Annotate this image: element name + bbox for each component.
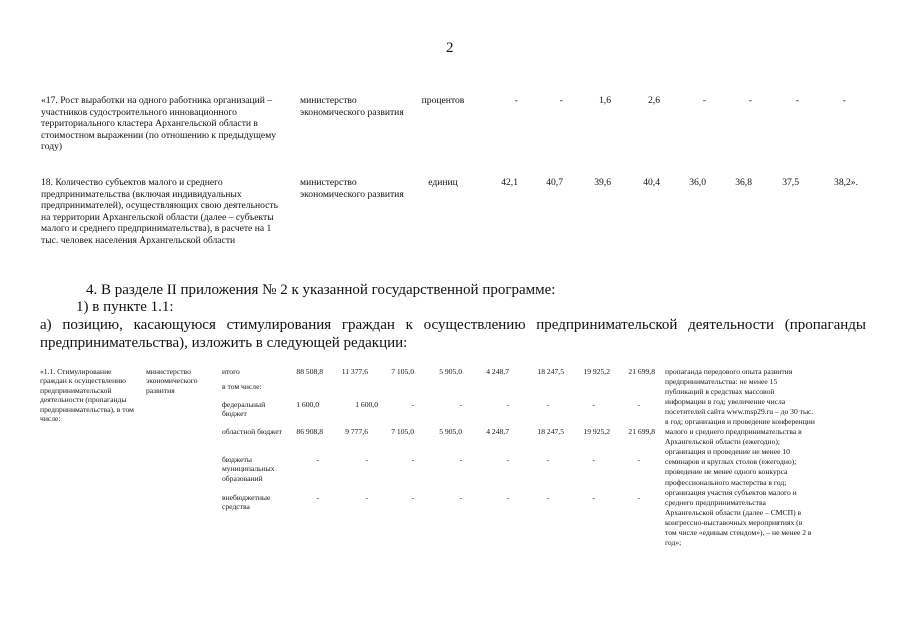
page-number: 2 (446, 40, 454, 56)
value-cell: - (316, 493, 319, 502)
value-cell: 36,8 (735, 177, 752, 188)
value-cell: 9 777,6 (345, 427, 368, 436)
source-label: внебюджетные средства (222, 493, 271, 512)
position-name: «1.1. Стимулирование граждан к осуществлению предпринимательской деятельности (пропаганды предпринимательства), в том числе: (40, 367, 134, 424)
value-cell: - (748, 95, 752, 106)
source-label: областной бюджет (222, 427, 282, 436)
value-cell: - (702, 95, 706, 106)
paragraph-subpoint-a-cont: предпринимательства), изложить в следующей редакции: (40, 335, 408, 351)
value-cell: - (546, 455, 549, 464)
unit-of-measure: процентов (421, 95, 465, 106)
value-cell: - (365, 455, 368, 464)
value-cell: 40,4 (643, 177, 660, 188)
value-cell: - (411, 455, 414, 464)
value-cell: 19 925,2 (583, 367, 610, 376)
value-cell: - (546, 493, 549, 502)
value-cell: 21 699,8 (628, 427, 655, 436)
value-cell: 1,6 (599, 95, 611, 106)
value-cell: - (592, 400, 595, 409)
responsible-executor: министерство экономического развития (300, 177, 404, 200)
value-cell: - (506, 455, 509, 464)
paragraph-section-4: 4. В разделе II приложения № 2 к указанной государственной программе: (86, 282, 556, 298)
responsible-executor: министерство экономического развития (300, 95, 404, 118)
value-cell: 1 600,0 (296, 400, 319, 409)
value-cell: 88 508,8 (296, 367, 323, 376)
value-cell: - (795, 95, 799, 106)
value-cell: - (411, 493, 414, 502)
value-cell: 18 247,5 (537, 427, 564, 436)
value-cell: - (365, 493, 368, 502)
value-cell: - (411, 400, 414, 409)
value-cell: 18 247,5 (537, 367, 564, 376)
value-cell: - (559, 95, 563, 106)
value-cell: 11 377,6 (341, 367, 368, 376)
source-label: итого (222, 367, 240, 376)
value-cell: - (506, 493, 509, 502)
value-cell: 5 905,0 (439, 427, 462, 436)
value-cell: - (514, 95, 518, 106)
source-label: в том числе: (222, 382, 262, 391)
value-cell: - (546, 400, 549, 409)
indicator-name: «17. Рост выработки на одного работника организаций – участников судостроительного инновационного территориального кластера Архангельской области в стоимостном выражении (по отношению к предыдущему году) (41, 95, 277, 153)
value-cell: - (316, 455, 319, 464)
value-cell: - (637, 455, 640, 464)
value-cell: 40,7 (546, 177, 563, 188)
value-cell: 39,6 (594, 177, 611, 188)
value-cell: 42,1 (501, 177, 518, 188)
expected-results: пропаганда передового опыта развития предпринимательства: не менее 15 публикаций в средствах массовой информации в год; увеличение числа посетителей сайта www.msp29.ru – до 30 тыс. в год; организация и проведение конференции малого и среднего предпринимательства в Архангельской области (ежегодно); организация и проведение не менее 10 семинаров и круглых столов (ежегодно); проведение не менее одного конкурса профессионального мастерства в год; организация участия субъектов малого и среднего предпринимательства Архангельской области (далее – СМСП) в конгрессно-выставочных мероприятиях (в том числе «единым стендом»), – не менее 2 в год»; (665, 367, 815, 547)
value-cell: 21 699,8 (628, 367, 655, 376)
value-cell: 4 248,7 (486, 427, 509, 436)
value-cell: 36,0 (689, 177, 706, 188)
value-cell: 37,5 (782, 177, 799, 188)
value-cell: 38,2». (834, 177, 858, 188)
value-cell: 4 248,7 (486, 367, 509, 376)
value-cell: - (506, 400, 509, 409)
paragraph-point-1: 1) в пункте 1.1: (76, 299, 174, 315)
value-cell: 7 105,0 (391, 367, 414, 376)
value-cell: 5 905,0 (439, 367, 462, 376)
responsible-executor: министерство экономического развития (146, 367, 198, 395)
source-label: федеральный бюджет (222, 400, 266, 419)
value-cell: - (842, 95, 846, 106)
value-cell: 86 908,8 (296, 427, 323, 436)
value-cell: - (637, 400, 640, 409)
value-cell: - (592, 493, 595, 502)
paragraph-subpoint-a: а) позицию, касающуюся стимулирования граждан к осуществлению предпринимательской деятельности (пропаганды (40, 317, 866, 333)
value-cell: 7 105,0 (391, 427, 414, 436)
value-cell: - (459, 493, 462, 502)
indicator-name: 18. Количество субъектов малого и среднего предпринимательства (включая индивидуальных предпринимателей), осуществляющих свою деятельность на территории Архангельской области (далее – субъекты малого и среднего предпринимательства), в расчете на 1 тыс. человек населения Архангельской области (41, 177, 278, 246)
value-cell: - (637, 493, 640, 502)
source-label: бюджеты муниципальных образований (222, 455, 275, 483)
value-cell: 1 600,0 (355, 400, 378, 409)
value-cell: 2,6 (648, 95, 660, 106)
unit-of-measure: единиц (428, 177, 458, 188)
value-cell: - (459, 400, 462, 409)
value-cell: - (459, 455, 462, 464)
value-cell: - (592, 455, 595, 464)
value-cell: 19 925,2 (583, 427, 610, 436)
